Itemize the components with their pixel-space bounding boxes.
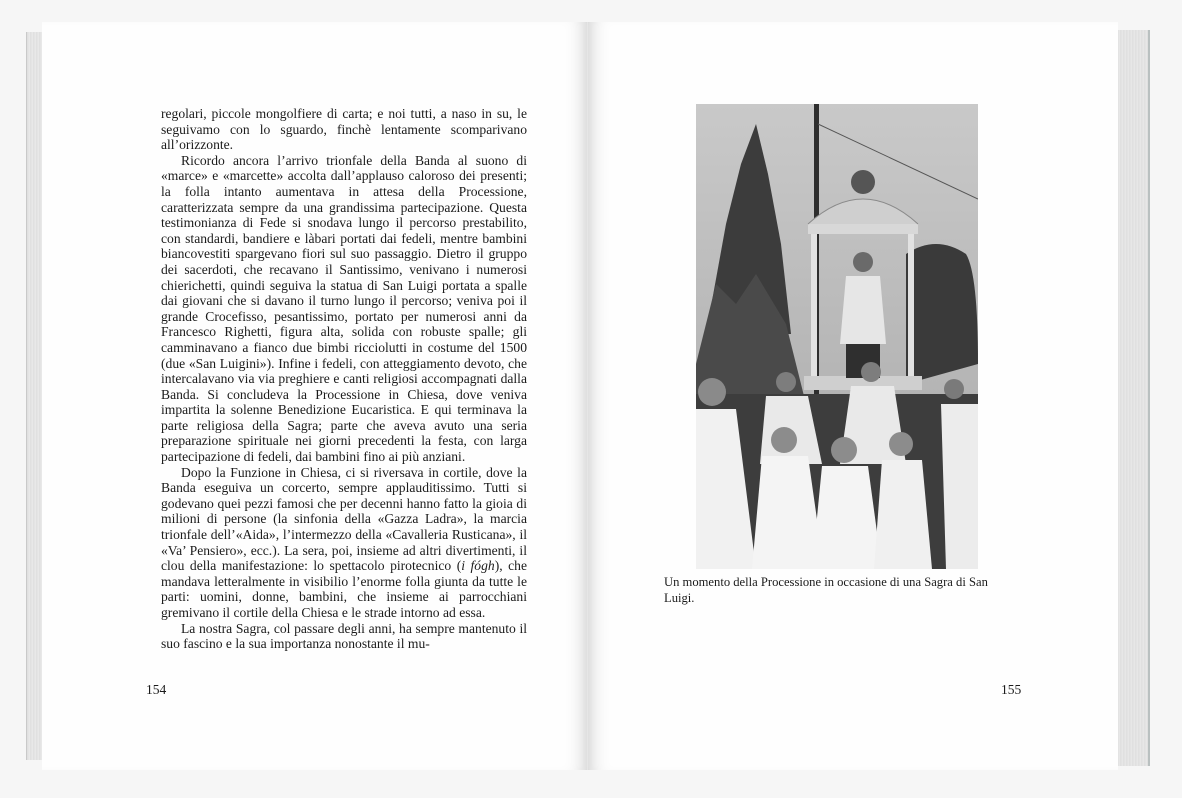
right-page-edges	[1114, 30, 1150, 766]
open-book	[26, 22, 1150, 774]
paragraph-4: La nostra Sagra, col passare degli anni, ha sempre mantenuto il suo fascino e la sua importanza nonostante il mu-	[161, 620, 527, 652]
paragraph-3-part-a: Dopo la Funzione in Chiesa, ci si riversava in cortile, dove la Banda eseguiva un corcerto, sempre applauditissimo. Tutti si godevano quei pezzi famosi che per decenni hanno fatto la gioia di milioni di persone (la sinfonia della «Gazza Ladra», la marcia trionfale dell’«Aida», l’intermezzo della «Cavalleria Rusticana», il «Va’ Pensiero», ecc.). La sera, poi, insieme ad altri divertimenti, il clou della manifestazione: lo spettacolo pirotecnico (	[161, 464, 527, 574]
photo-caption: Un momento della Processione in occasione di una Sagra di San Luigi.	[664, 575, 988, 605]
procession-photo	[696, 104, 978, 569]
page-number-right: 155	[1001, 682, 1022, 697]
paragraph-3-part-b: ), che mandava letteralmente in visibilio l’enorme folla giunta da tutte le parti: uomini, donne, bambini, che insieme ai parrocchiani gremivano il cortile della Chiesa e le strade intorno ad essa.	[161, 558, 527, 620]
paragraph-1: regolari, piccole mongolfiere di carta; e noi tutti, a naso in su, le seguivamo con lo sguardo, finchè lentamente scomparivano all’orizzonte.	[161, 106, 527, 153]
page-number-left: 154	[146, 682, 167, 697]
paragraph-3-italic: i fógh	[461, 558, 495, 574]
paragraph-2: Ricordo ancora l’arrivo trionfale della Banda al suono di «marce» e «marcette» accolta dall’applauso caloroso dei presenti; la folla intanto aumentava in attesa della Processione, caratterizzata sempre da una grandissima partecipazione. Questa testimonianza di Fede si snodava lungo il percorso prestabilito, con standardi, bandiere e làbari portati dai fedeli, mentre bambini biancovestiti spargevano fiori sul suo passaggio. Dietro il gruppo dei sacerdoti, che recavano il Santissimo, venivano i numerosi chierichetti, quindi seguiva la statua di San Luigi portata a spalle dai giovani che si davano il turno lungo il percorso; veniva poi il grande Crocefisso, pesantissimo, portato per numerosi anni da Francesco Righetti, figura alta, solida con robuste spalle; gli camminavano a fianco due bimbi ricciolutti in costume del 1500 (due «San Luigini»). Infine i fedeli, con atteggiamento devoto, che intercalavano via via preghiere e canti religiosi accompagnati dalla Banda. Si concludeva la Processione in Chiesa, dove veniva impartita la solenne Benedizione Eucaristica. E qui terminava la parte religiosa della Sagra; parte che aveva avuto una seria preparazione spirituale nei giorni precedenti la festa, con larga partecipazione di fedeli, dai bambini fino ai più anziani.	[161, 152, 527, 465]
left-page-text	[161, 106, 527, 652]
left-page	[42, 22, 588, 770]
right-page	[588, 22, 1118, 770]
paragraph-3	[161, 465, 527, 621]
procession-photo-illustration	[696, 104, 978, 569]
